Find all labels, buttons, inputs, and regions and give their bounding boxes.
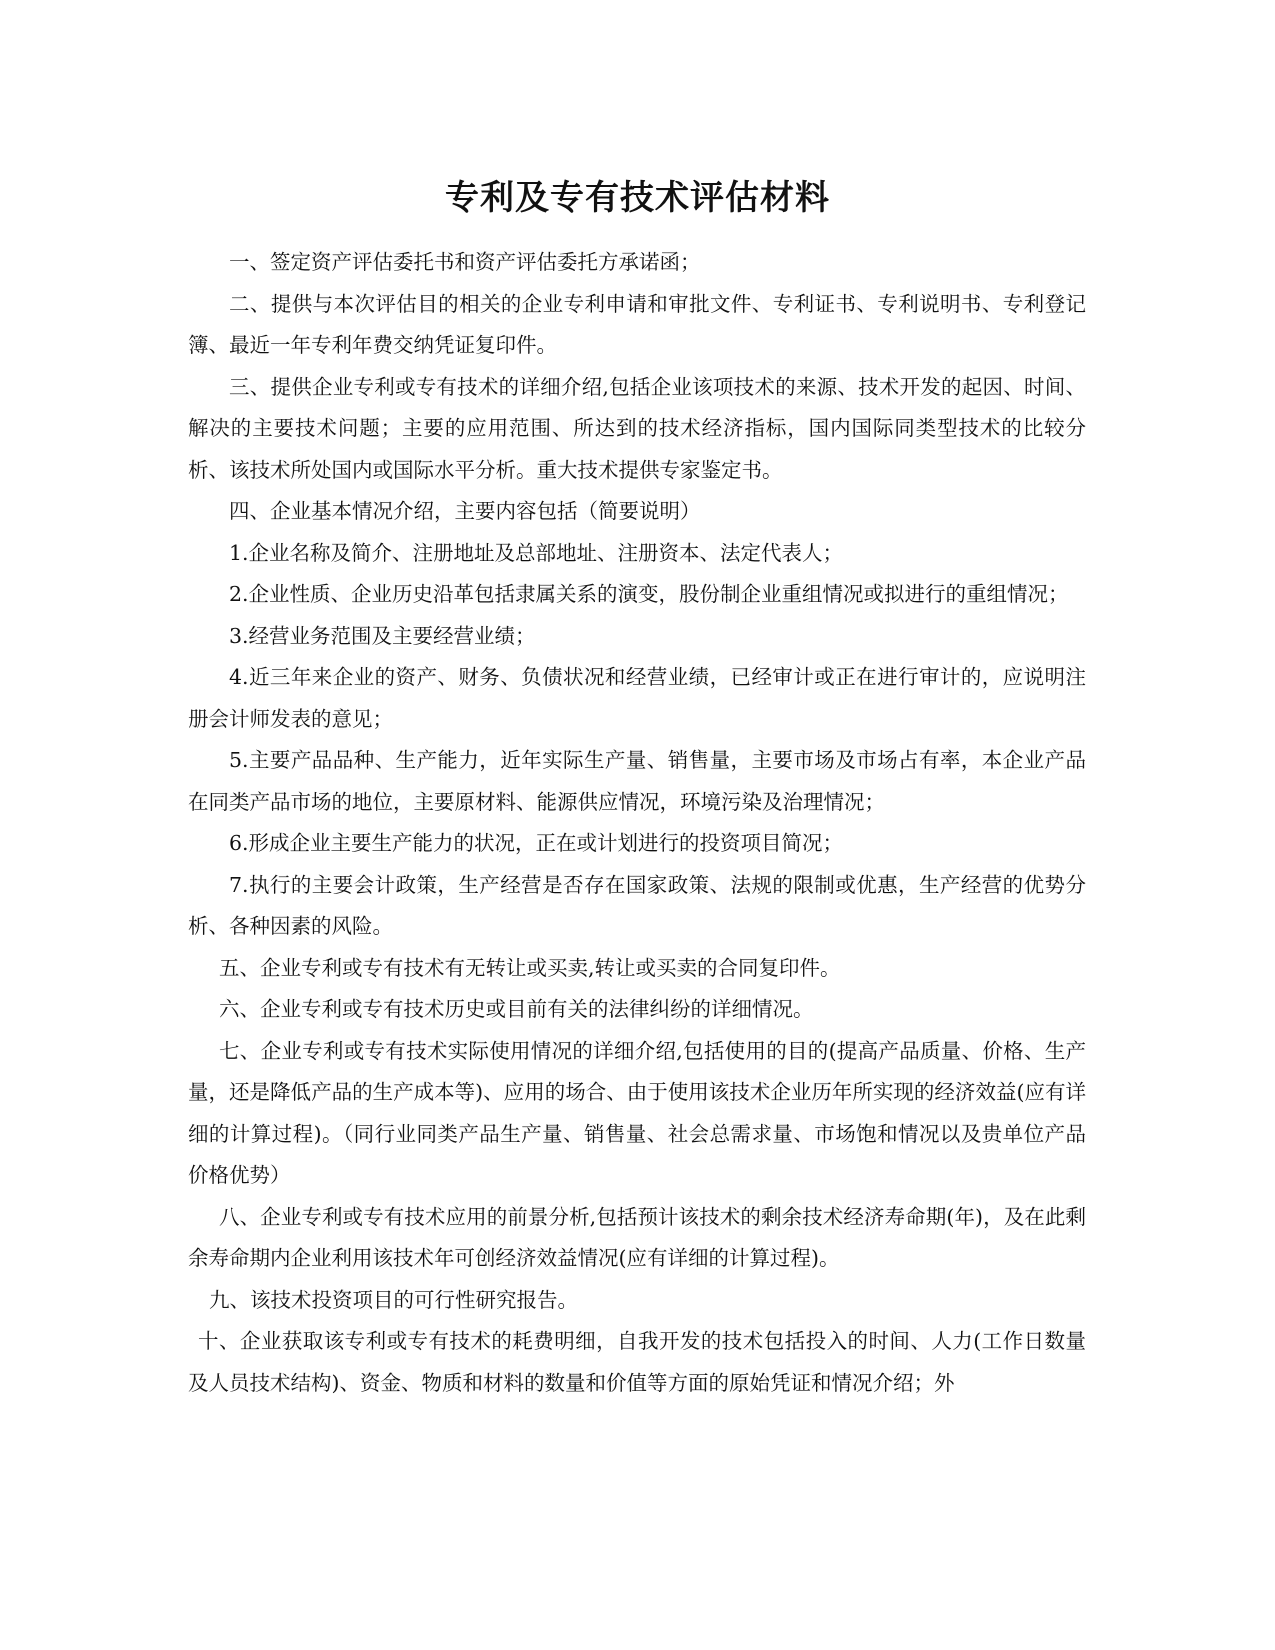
list-item-7: 7.执行的主要会计政策，生产经营是否存在国家政策、法规的限制或优惠，生产经营的优势分析、各种因素的风险。 xyxy=(188,872,1086,938)
paragraph-6: 六、企业专利或专有技术历史或目前有关的法律纠纷的详细情况。 xyxy=(219,997,814,1021)
document-body xyxy=(188,242,1086,1404)
list-item-1: 1.企业名称及简介、注册地址及总部地址、注册资本、法定代表人； xyxy=(229,540,844,565)
list-item-6: 6.形成企业主要生产能力的状况，正在或计划进行的投资项目简况； xyxy=(229,831,844,855)
paragraph-2: 二、提供与本次评估目的相关的企业专利申请和审批文件、专利证书、专利说明书、专利登记簿、最近一年专利年费交纳凭证复印件。 xyxy=(188,291,1086,357)
paragraph-7: 七、企业专利或专有技术实际使用情况的详细介绍,包括使用的目的(提高产品质量、价格、生产量，还是降低产品的生产成本等)、应用的场合、由于使用该技术企业历年所实现的经济效益(应有详细的计算过程)。（同行业同类产品生产量、销售量、社会总需求量、市场饱和情况以及贵单位产品价格优势） xyxy=(188,1038,1086,1187)
paragraph-8: 八、企业专利或专有技术应用的前景分析,包括预计该技术的剩余技术经济寿命期(年)，及在此剩余寿命期内企业利用该技术年可创经济效益情况(应有详细的计算过程)。 xyxy=(188,1204,1086,1270)
paragraph-4: 四、企业基本情况介绍，主要内容包括（简要说明） xyxy=(229,499,701,523)
paragraph-1: 一、签定资产评估委托书和资产评估委托方承诺函； xyxy=(229,250,701,274)
list-item-2: 2.企业性质、企业历史沿革包括隶属关系的演变，股份制企业重组情况或拟进行的重组情况； xyxy=(229,582,1069,606)
paragraph-9: 九、该技术投资项目的可行性研究报告。 xyxy=(209,1287,578,1312)
list-item-5: 5.主要产品品种、生产能力，近年实际生产量、销售量，主要市场及市场占有率，本企业产品在同类产品市场的地位，主要原材料、能源供应情况，环境污染及治理情况； xyxy=(188,748,1086,814)
document-title: 专利及专有技术评估材料 xyxy=(445,178,830,218)
paragraph-5: 五、企业专利或专有技术有无转让或买卖,转让或买卖的合同复印件。 xyxy=(219,955,841,980)
list-item-3: 3.经营业务范围及主要经营业绩； xyxy=(229,623,536,648)
list-item-4: 4.近三年来企业的资产、财务、负债状况和经营业绩，已经审计或正在进行审计的，应说明注册会计师发表的意见； xyxy=(188,665,1086,731)
paragraph-10: 十、企业获取该专利或专有技术的耗费明细，自我开发的技术包括投入的时间、人力(工作日数量及人员技术结构)、资金、物质和材料的数量和价值等方面的原始凭证和情况介绍；外 xyxy=(188,1329,1086,1395)
paragraph-3: 三、提供企业专利或专有技术的详细介绍,包括企业该项技术的来源、技术开发的起因、时间、解决的主要技术问题；主要的应用范围、所达到的技术经济指标，国内国际同类型技术的比较分析、该技术所处国内或国际水平分析。重大技术提供专家鉴定书。 xyxy=(188,374,1086,482)
